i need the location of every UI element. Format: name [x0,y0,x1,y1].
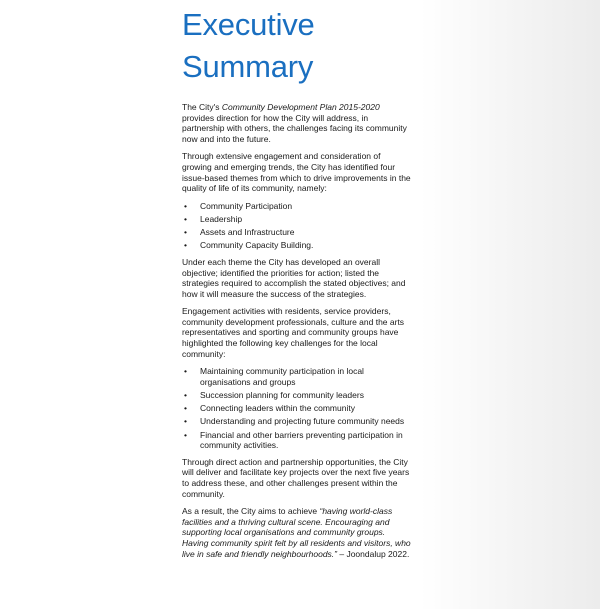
document-content [182,4,412,566]
challenges-list [182,366,412,451]
bullet-icon: • [184,200,187,211]
list-item [182,430,412,451]
bullet-icon: • [184,213,187,224]
list-item [182,403,412,414]
intro-paragraph [182,102,412,144]
challenge-label: Succession planning for community leaders [200,390,364,401]
bullet-icon: • [184,366,187,377]
challenge-label: Financial and other barriers preventing participation in community activities. [200,429,403,451]
challenge-label: Connecting leaders within the community [200,403,355,414]
themes-intro-paragraph: Through extensive engagement and consideration of growing and emerging trends, the City has identified four issue-based themes from which to drive improvements in the quality of life of its community, namely: [182,151,411,194]
challenge-label: Maintaining community participation in local organisations and groups [200,366,364,387]
vision-quote: “having world-class facilities and a thriving cultural scene. Encouraging and supporting local organisations and community groups. Having community spirit felt by all residents and visitors, who live in safe and friendly neighbourhoods.” [182,506,411,559]
bullet-icon: • [184,227,187,238]
list-item [182,201,412,212]
theme-label: Community Participation [200,200,293,211]
list-item [182,240,412,251]
intro-text-end: provides direction for how the City will address, in partnership with others, the challenges facing its community now and into the future. [182,112,407,144]
objectives-paragraph: Under each theme the City has developed an overall objective; identified the priorities for action; listed the strategies required to accomplish the stated objectives; and how it will measure the success of the strategies. [182,256,406,299]
themes-list [182,201,412,251]
challenge-label: Understanding and projecting future community needs [200,416,405,427]
engagement-paragraph: Engagement activities with residents, service providers, community development professionals, culture and the arts representatives and sporting and community groups have highlighted the following key challenges for the local community: [182,306,405,359]
page-title [182,4,412,88]
theme-label: Leadership [200,213,243,224]
list-item [182,214,412,225]
bullet-icon: • [184,240,187,251]
plan-name: Community Development Plan 2015-2020 [221,102,380,112]
list-item [182,227,412,238]
title-line-1: Executive [182,7,315,42]
title-line-2: Summary [182,49,314,84]
list-item [182,390,412,401]
bullet-icon: • [184,390,187,401]
intro-text-start: The City's [182,102,222,112]
theme-label: Assets and Infrastructure [200,227,295,238]
bullet-icon: • [184,429,187,440]
right-margin-background [420,0,600,609]
bullet-icon: • [184,403,187,414]
left-margin-background [0,0,168,609]
list-item [182,416,412,427]
bullet-icon: • [184,416,187,427]
vision-paragraph [182,506,412,559]
vision-text-start: As a result, the City aims to achieve [182,506,320,517]
list-item [182,366,412,387]
action-paragraph: Through direct action and partnership opportunities, the City will deliver and facilitate key projects over the next five years to address these, and other challenges present within the community. [182,456,410,499]
theme-label: Community Capacity Building. [200,240,314,251]
vision-source: – Joondalup 2022. [337,548,410,559]
